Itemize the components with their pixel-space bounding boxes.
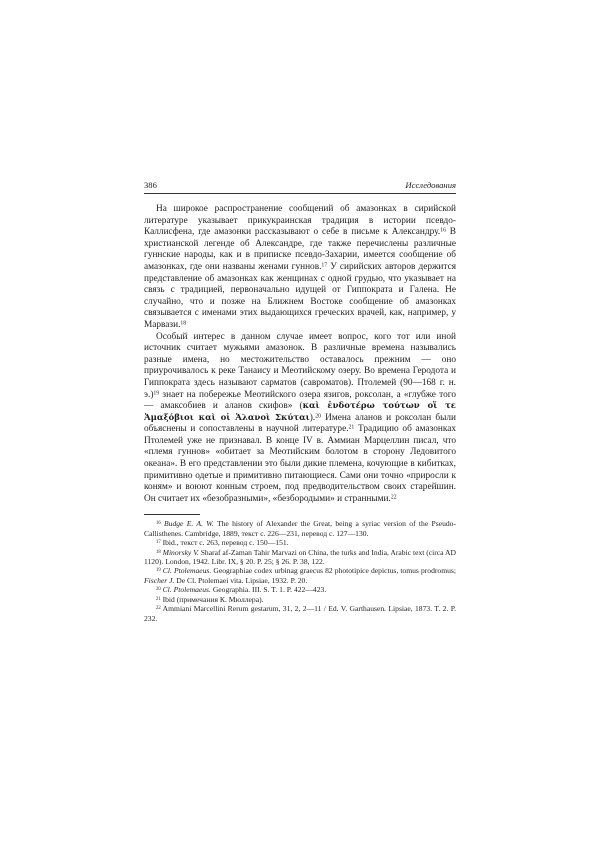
footnote-ref: 18 — [180, 320, 187, 327]
paragraph-text: На широкое распространение сообщений об амазонках в сирийской литературе указывает прикукраинская традиция в истории псевдо-Каллисфена, где амазонки рассказывают о себе в письме к Александру. — [144, 204, 456, 238]
footnote-ref: 20 — [315, 413, 321, 420]
footnote-19 — [144, 566, 456, 585]
footnote-ref: 22 — [390, 494, 397, 501]
paragraph-2 — [144, 332, 456, 506]
greek-quote: καὶ ἐνδοτέρω τούτων οἵ τε Ἀμαξόβιοι καὶ οἱ Ἀλανοὶ Σκύται — [144, 401, 456, 423]
footnote-text: Ibid (примечания К. Мюллера). — [160, 594, 264, 604]
footnotes — [144, 519, 456, 622]
footnote-17 — [144, 538, 456, 547]
paragraph-text: Имена аланов и роксолан были объяснены и сопоставлены в научной литературе. — [144, 412, 456, 435]
page-number: 386 — [144, 180, 157, 190]
section-title: Исследования — [405, 180, 456, 190]
footnote-number: 22 — [156, 605, 161, 611]
footnote-20 — [144, 585, 456, 594]
footnote-number: 21 — [156, 596, 161, 602]
running-head — [144, 178, 456, 192]
footnote-author: Cl. Ptolemaeus. — [162, 566, 212, 576]
footnote-number: 17 — [156, 540, 161, 546]
paragraph-text: В христианской легенде об Александре, где также перечислены различные гуннские народы, как и в приписке псевдо-Захарии, имеется сообщение об амазонках, где они названы женами гуннов. — [144, 227, 456, 272]
footnote-author: Minorsky V. — [162, 547, 199, 557]
footnote-text: Geographiae codex urbinag graecus 82 phototipice depictus, tomus prodromus; — [211, 566, 456, 576]
footnote-text: Ammiani Marcellini Rerum gestarum, 31, 2, 2—11 / Ed. V. Garthausen. Lipsiae, 1873. T. 2. P. 232. — [144, 604, 456, 623]
book-page — [144, 178, 456, 623]
paragraph-text: Традицию об амазонках Птолемей уже не признавал. В конце IV в. Аммиан Марцеллин писал, что «племя гуннов» «обитает за Меотийским болотом в сторону Ледовитого океана». В его представлении это были дикие племена, кочующие в кибитках, примитивно одетые и примитивно питающиеся. Сами они точно «приросли к коням» и воюют конным строем, под предводительством своих старейшин. Он считает их «безобразными», «безбородыми» и странными. — [144, 424, 456, 504]
footnote-number: 16 — [156, 521, 161, 527]
header-rule — [144, 193, 456, 194]
footnote-text: Geographia. III. S. T. 1. P. 422—423. — [210, 585, 327, 595]
footnote-22 — [144, 604, 456, 623]
footnote-number: 19 — [156, 568, 161, 574]
paragraph-text: У сирийских авторов держится представление об амазонках как женщинах с одной грудью, что указывает на связь с традицией, первоначально идущей от Гиппократа и Галена. Не случайно, что и позже на Ближнем Востоке сообщение об амазонках связывается с именами этих выдающихся греческих врачей, как, например, у Марвази. — [144, 261, 456, 330]
footnote-text: Ibid., текст с. 263, перевод с. 150—151. — [160, 538, 289, 548]
footnote-author: Fischer J. — [144, 575, 175, 585]
paragraph-text: знает на побережье Меотийского озера язигов, роксолан, а «глубже того — амаксобиев и аланов скифов» ( — [144, 389, 456, 412]
footnote-number: 20 — [156, 587, 161, 593]
paragraph-text: Особый интерес в данном случае имеет вопрос, кого тот или иной источник считает мужьями амазонок. В различные времена назывались разные имена, но местожительство оставалось прежним — оно приурочивалось к реке Танаису и Меотийскому озеру. Во времена Геродота и Гиппократа здесь называют сарматов (савроматов). Птолемей (90—168 г. н. э.) — [144, 331, 456, 400]
footnote-author: Cl. Ptolemaeus. — [162, 585, 211, 595]
footnote-ref: 19 — [153, 389, 160, 396]
footnote-rule — [144, 514, 200, 515]
footnote-ref: 16 — [440, 227, 446, 234]
paragraph-text: ). — [309, 412, 316, 423]
footnote-number: 18 — [156, 549, 161, 555]
footnote-text: De Cl. Ptolemaei vita. Lipsiae, 1932. P. 20. — [174, 575, 308, 585]
footnote-ref: 21 — [348, 424, 355, 431]
footnote-16 — [144, 519, 456, 538]
footnote-text: The history of Alexander the Great, being a syriac version of the Pseudo-Callisthenes. Cambridge, 1889, текст с. 226—231, перевод с. 127—130. — [144, 519, 456, 538]
footnote-18 — [144, 548, 456, 567]
paragraph-1 — [144, 204, 456, 332]
footnote-author: Budge E. A. W. — [164, 519, 214, 529]
main-text — [144, 204, 456, 505]
footnote-text: Sharaf af-Zaman Tahir Marvazi on China, the turks and India, Arabic text (circa AD 1120). London, 1942. Libr. IX, § 20. P. 25; § 26. P. 38, 122. — [144, 547, 456, 567]
footnote-21 — [144, 595, 456, 604]
footnote-ref: 17 — [321, 262, 328, 269]
